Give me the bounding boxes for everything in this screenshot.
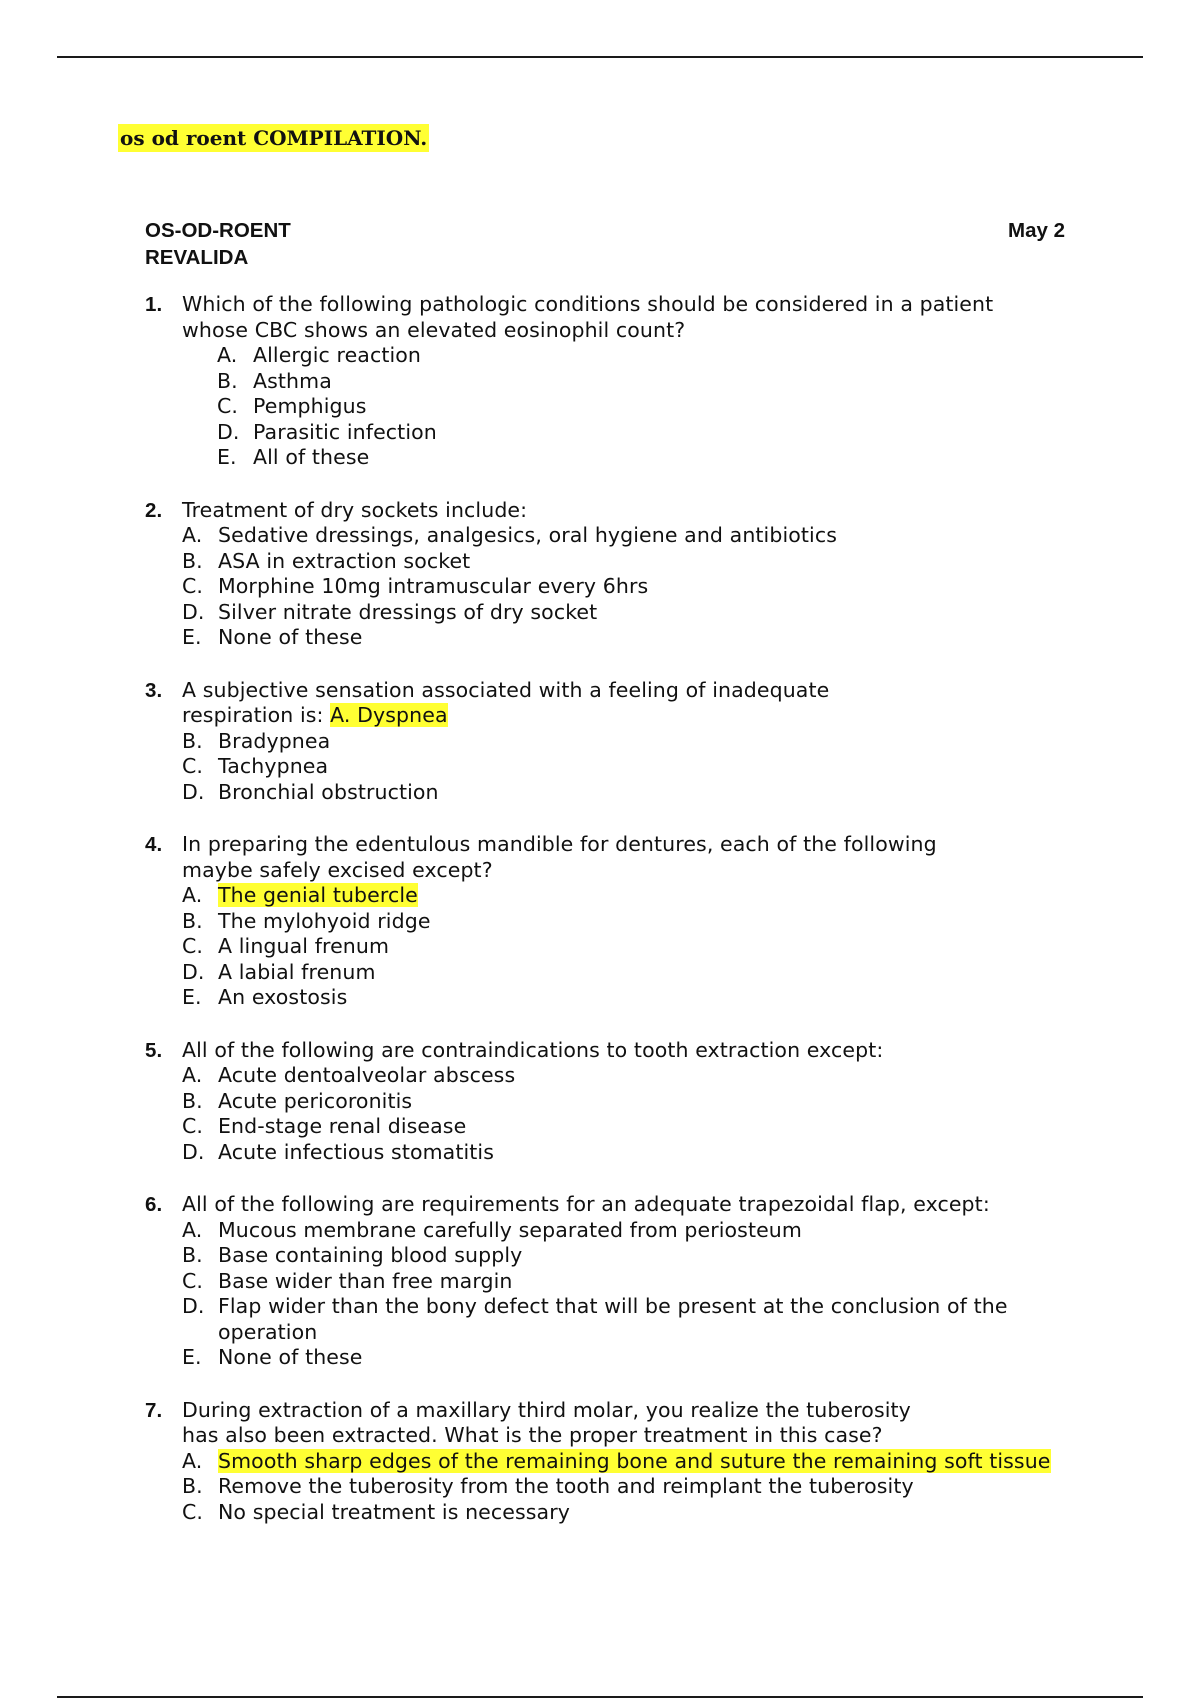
option-list <box>182 729 1095 806</box>
option-list <box>182 1218 1095 1371</box>
question-stem-line: has also been extracted. What is the proper treatment in this case? <box>182 1423 883 1447</box>
option-a: A. Smooth sharp edges of the remaining bone and suture the remaining soft tissue <box>182 1448 1051 1473</box>
option-a: A. Sedative dressings, analgesics, oral hygiene and antibiotics <box>182 523 837 547</box>
question-7 <box>145 1398 1095 1526</box>
option-b: B. ASA in extraction socket <box>182 548 471 573</box>
question-6 <box>145 1192 1095 1371</box>
bottom-rule <box>57 1696 1143 1698</box>
top-rule <box>57 56 1143 58</box>
option-c: C. Tachypnea <box>182 754 329 778</box>
option-list <box>182 883 1095 1011</box>
option-c: C. No special treatment is necessary <box>182 1499 570 1524</box>
highlighted-answer: The genial tubercle <box>218 883 418 907</box>
option-a: A. Mucous membrane carefully separated from periosteum <box>182 1217 802 1242</box>
option-e: E. All of these <box>217 445 370 469</box>
option-b: B. Asthma <box>217 368 332 393</box>
option-b: B. Remove the tuberosity from the tooth and reimplant the tuberosity <box>182 1474 914 1498</box>
question-number: 7. <box>145 1398 163 1422</box>
option-list <box>182 1449 1095 1526</box>
question-stem-line: A subjective sensation associated with a feeling of inadequate <box>182 677 830 702</box>
question-stem: Treatment of dry sockets include: <box>182 497 528 522</box>
option-e: E. None of these <box>182 625 363 649</box>
question-stem: All of the following are requirements for an adequate trapezoidal flap, except: <box>182 1192 990 1216</box>
option-d: D. Silver nitrate dressings of dry socket <box>182 599 598 624</box>
option-list <box>182 523 1095 651</box>
option-c: C. End-stage renal disease <box>182 1114 467 1138</box>
option-c: C. A lingual frenum <box>182 934 390 958</box>
option-b: B. Bradypnea <box>182 728 331 753</box>
question-4 <box>145 832 1095 1011</box>
option-d: D. Flap wider than the bony defect that will be present at the conclusion of the operation <box>182 1294 1008 1344</box>
option-b: B. Base containing blood supply <box>182 1243 523 1267</box>
option-d: D. Acute infectious stomatitis <box>182 1139 494 1164</box>
option-c: C. Morphine 10mg intramuscular every 6hrs <box>182 574 649 598</box>
option-e: E. None of these <box>182 1345 363 1369</box>
option-a: A. The genial tubercle <box>182 883 418 907</box>
option-list <box>182 1063 1095 1165</box>
option-list <box>182 343 1095 471</box>
question-stem: Which of the following pathologic conditions should be considered in a patient whose CBC shows an elevated eosinophil count? <box>182 292 994 342</box>
question-number: 2. <box>145 498 163 522</box>
question-stem: In preparing the edentulous mandible for dentures, each of the following maybe safely excised except? <box>182 832 937 882</box>
question-5 <box>145 1038 1095 1166</box>
option-c: C. Base wider than free margin <box>182 1268 513 1293</box>
highlighted-answer: A. Dyspnea <box>330 703 448 727</box>
date-label: May 2 <box>1008 219 1065 242</box>
option-a: A. Acute dentoalveolar abscess <box>182 1063 516 1087</box>
question-stem-line: respiration is: A. Dyspnea <box>182 703 448 727</box>
question-number: 5. <box>145 1038 163 1062</box>
question-number: 4. <box>145 833 163 856</box>
question-1 <box>145 292 1095 471</box>
document-title: os od roent COMPILATION. <box>120 126 428 150</box>
option-c: C. Pemphigus <box>217 394 367 418</box>
option-b: B. Acute pericoronitis <box>182 1088 413 1113</box>
question-2 <box>145 498 1095 651</box>
question-number: 6. <box>145 1193 163 1216</box>
question-list <box>145 292 1095 1552</box>
option-b: B. The mylohyoid ridge <box>182 908 431 933</box>
exam-label: REVALIDA <box>145 246 249 269</box>
option-a: A. Allergic reaction <box>217 343 421 367</box>
question-stem: All of the following are contraindications to tooth extraction except: <box>182 1037 884 1062</box>
question-number: 1. <box>145 293 163 316</box>
option-d: D. Parasitic infection <box>217 419 437 444</box>
question-number: 3. <box>145 678 163 702</box>
option-d: D. A labial frenum <box>182 959 376 984</box>
question-stem-line: During extraction of a maxillary third molar, you realize the tuberosity <box>182 1397 911 1422</box>
option-d: D. Bronchial obstruction <box>182 779 439 804</box>
subject-label: OS-OD-ROENT <box>145 219 291 242</box>
highlighted-answer: Smooth sharp edges of the remaining bone and suture the remaining soft tissue <box>218 1448 1051 1473</box>
option-e: E. An exostosis <box>182 985 348 1009</box>
question-3 <box>145 678 1095 806</box>
exam-header <box>145 217 1065 271</box>
